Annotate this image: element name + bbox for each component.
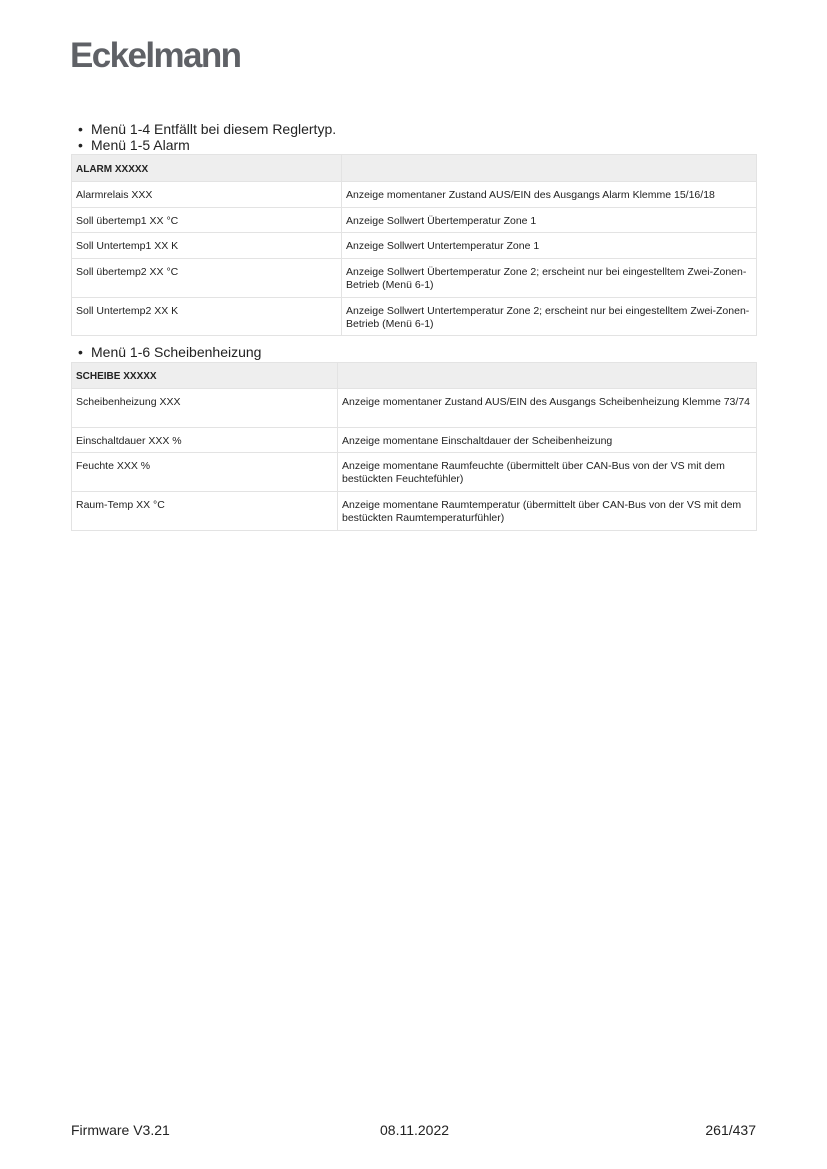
bullet-dot-icon: • <box>78 137 83 153</box>
table-header-cell <box>338 363 757 389</box>
table-header-cell <box>342 155 757 182</box>
table-header-cell: ALARM XXXXX <box>72 155 342 182</box>
desc-cell: Anzeige Sollwert Übertemperatur Zone 1 <box>342 208 757 233</box>
table-row <box>72 298 757 336</box>
bullet-menu-1-6 <box>78 344 261 360</box>
bullet-dot-icon: • <box>78 121 83 137</box>
table-row <box>72 208 757 233</box>
table-row <box>72 492 757 531</box>
desc-cell: Anzeige momentane Raumtemperatur (übermittelt über CAN-Bus von der VS mit dem bestückten Raumtemperaturfühler) <box>338 492 757 531</box>
desc-cell: Anzeige Sollwert Untertemperatur Zone 2; erscheint nur bei eingestelltem Zwei-Zonen-Betrieb (Menü 6-1) <box>342 298 757 336</box>
bullet-text: Menü 1-4 Entfällt bei diesem Reglertyp. <box>91 121 337 137</box>
bullet-text: Menü 1-6 Scheibenheizung <box>91 344 262 360</box>
param-cell: Feuchte XXX % <box>72 453 338 492</box>
bullet-menu-1-5 <box>78 137 190 153</box>
table-header-row <box>72 363 757 389</box>
table-header-cell: SCHEIBE XXXXX <box>72 363 338 389</box>
table-row <box>72 453 757 492</box>
table-row <box>72 389 757 428</box>
company-logo: Eckelmann <box>70 36 241 75</box>
bullet-dot-icon: • <box>78 344 83 360</box>
table-row <box>72 233 757 259</box>
param-cell: Soll übertemp2 XX °C <box>72 259 342 298</box>
desc-cell: Anzeige momentane Einschaltdauer der Scheibenheizung <box>338 428 757 453</box>
alarm-table <box>71 154 757 336</box>
param-cell: Soll übertemp1 XX °C <box>72 208 342 233</box>
table-row <box>72 182 757 208</box>
desc-cell: Anzeige momentaner Zustand AUS/EIN des Ausgangs Scheibenheizung Klemme 73/74 <box>338 389 757 428</box>
param-cell: Einschaltdauer XXX % <box>72 428 338 453</box>
desc-cell: Anzeige momentaner Zustand AUS/EIN des Ausgangs Alarm Klemme 15/16/18 <box>342 182 757 208</box>
param-cell: Alarmrelais XXX <box>72 182 342 208</box>
table-row <box>72 428 757 453</box>
footer-page-number: 261/437 <box>705 1122 756 1138</box>
param-cell: Raum-Temp XX °C <box>72 492 338 531</box>
table-header-row <box>72 155 757 182</box>
bullet-text: Menü 1-5 Alarm <box>91 137 190 153</box>
bullet-menu-1-4 <box>78 121 336 137</box>
scheibe-table <box>71 362 757 531</box>
desc-cell: Anzeige Sollwert Übertemperatur Zone 2; erscheint nur bei eingestelltem Zwei-Zonen-Betrieb (Menü 6-1) <box>342 259 757 298</box>
param-cell: Scheibenheizung XXX <box>72 389 338 428</box>
table-row <box>72 259 757 298</box>
desc-cell: Anzeige momentane Raumfeuchte (übermittelt über CAN-Bus von der VS mit dem bestückten Feuchtefühler) <box>338 453 757 492</box>
footer-date: 08.11.2022 <box>380 1122 450 1138</box>
footer-firmware: Firmware V3.21 <box>71 1122 170 1138</box>
param-cell: Soll Untertemp2 XX K <box>72 298 342 336</box>
desc-cell: Anzeige Sollwert Untertemperatur Zone 1 <box>342 233 757 259</box>
param-cell: Soll Untertemp1 XX K <box>72 233 342 259</box>
